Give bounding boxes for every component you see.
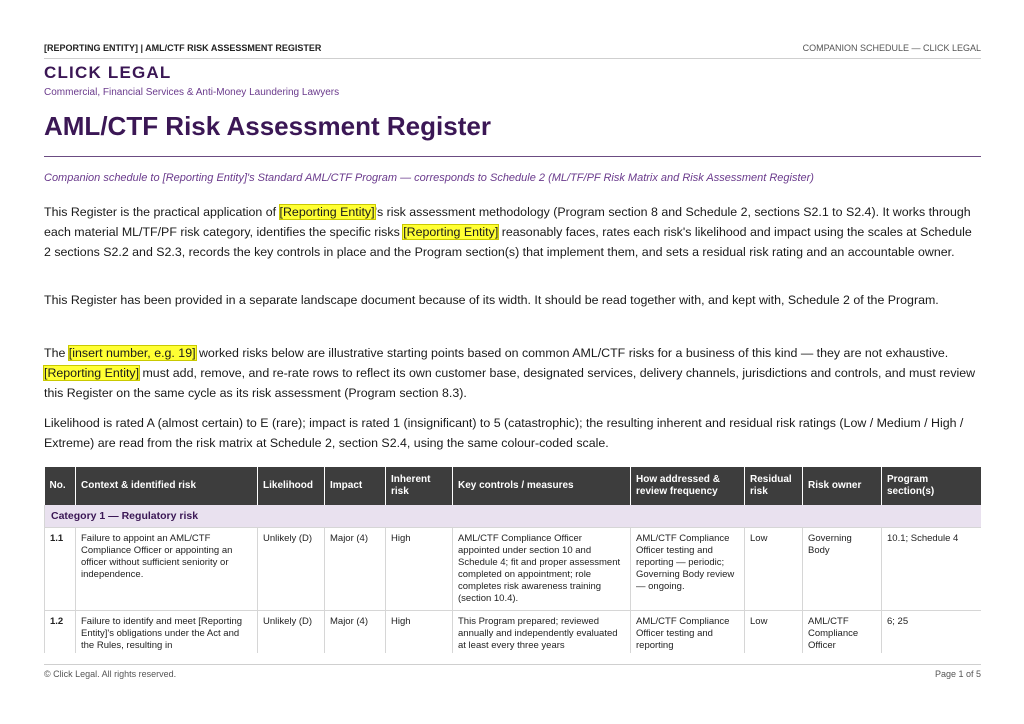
firm-tagline: Commercial, Financial Services & Anti-Money Laundering Lawyers: [44, 87, 340, 98]
risk-likelihood: Unlikely (D): [258, 528, 325, 611]
page-title: AML/CTF Risk Assessment Register: [44, 111, 491, 141]
category-row: [45, 505, 982, 528]
risk-owner: AML/CTF Compliance Officer: [803, 611, 882, 654]
intro-text-a: This Register is the practical application of: [44, 205, 280, 219]
column-header-context: Context & identified risk: [76, 467, 258, 505]
risk-context: Failure to identify and meet [Reporting Entity]'s obligations under the Act and the Rules, resulting in: [76, 611, 258, 654]
footer-divider: [44, 664, 981, 665]
risk-controls: AML/CTF Compliance Officer appointed under section 10 and Schedule 4; fit and proper assessment completed on appointment; role completes risk awareness training (section 10.4).: [453, 528, 631, 611]
placeholder-highlight: [insert number, e.g. 19]: [68, 346, 196, 360]
column-header-inherent-risk: Inherent risk: [386, 467, 453, 505]
table-row: [45, 528, 982, 611]
intro-text-b: 's risk assessment methodology (Program section 8 and Schedule 2, sections S2.1 to S2.4). It works through each material ML/TF/PF risk category, identifies the specific risks: [44, 205, 971, 239]
placeholder-highlight: [Reporting Entity]: [403, 225, 499, 239]
table-header-row: [45, 467, 982, 505]
placeholder-highlight: [Reporting Entity]: [44, 366, 140, 380]
worked-risks-text-b: worked risks below are illustrative starting points based on common AML/CTF risks for a business of this kind — they are not exhaustive.: [195, 346, 949, 360]
running-header-left: [REPORTING ENTITY] | AML/CTF RISK ASSESSMENT REGISTER: [44, 43, 322, 53]
risk-program-section: 6; 25: [882, 611, 982, 654]
intro-paragraph: [44, 202, 981, 262]
risk-program-section: 10.1; Schedule 4: [882, 528, 982, 611]
page-subtitle: Companion schedule to [Reporting Entity]'s Standard AML/CTF Program — corresponds to Schedule 2 (ML/TF/PF Risk Matrix and Risk Assessment Register): [44, 172, 814, 184]
risk-impact: Major (4): [325, 528, 386, 611]
running-header: [44, 43, 981, 57]
risk-addressed: AML/CTF Compliance Officer testing and reporting: [631, 611, 745, 654]
column-header-how-addressed: How addressed & review frequency: [631, 467, 745, 505]
document-page: [44, 0, 981, 724]
risk-addressed: AML/CTF Compliance Officer testing and reporting — periodic; Governing Body review — ongoing.: [631, 528, 745, 611]
risk-likelihood: Unlikely (D): [258, 611, 325, 654]
landscape-note-paragraph: This Register has been provided in a separate landscape document because of its width. It should be read together with, and kept with, Schedule 2 of the Program.: [44, 293, 939, 307]
risk-number: 1.2: [45, 611, 76, 654]
register-table-container: [44, 467, 981, 653]
risk-controls: This Program prepared; reviewed annually and independently evaluated at least every three years: [453, 611, 631, 654]
column-header-no: No.: [45, 467, 76, 505]
risk-impact: Major (4): [325, 611, 386, 654]
risk-owner: Governing Body: [803, 528, 882, 611]
header-divider: [44, 58, 981, 59]
risk-context: Failure to appoint an AML/CTF Compliance Officer or appointing an officer without sufficient seniority or independence.: [76, 528, 258, 611]
firm-name: CLICK LEGAL: [44, 63, 172, 82]
column-header-impact: Impact: [325, 467, 386, 505]
column-header-residual-risk: Residual risk: [745, 467, 803, 505]
column-header-program-section: Program section(s): [882, 467, 982, 505]
category-label: Category 1 — Regulatory risk: [45, 505, 982, 528]
column-header-risk-owner: Risk owner: [803, 467, 882, 505]
risk-register-table: [44, 467, 981, 653]
column-header-likelihood: Likelihood: [258, 467, 325, 505]
footer-copyright: © Click Legal. All rights reserved.: [44, 669, 177, 679]
risk-inherent: High: [386, 528, 453, 611]
worked-risks-paragraph: [44, 343, 981, 403]
table-row: [45, 611, 982, 654]
worked-risks-text-a: The: [44, 346, 69, 360]
column-header-key-controls: Key controls / measures: [453, 467, 631, 505]
risk-residual: Low: [745, 611, 803, 654]
rating-scale-paragraph: Likelihood is rated A (almost certain) to E (rare); impact is rated 1 (insignificant) to 5 (catastrophic); the resulting inherent and residual risk ratings (Low / Medium / High / Extreme) are read from the risk matrix at Schedule 2, section S2.4, using the same colour-coded scale.: [44, 416, 964, 450]
risk-residual: Low: [745, 528, 803, 611]
intro-text-c: reasonably faces, rates each risk's likelihood and impact using the scales at Schedule 2 sections S2.2 and S2.3, records the key controls in place and the Program section(s) that implement them, and sets a residual risk rating and an accountable owner.: [44, 225, 972, 259]
page-number: Page 1 of 5: [934, 669, 981, 679]
title-divider: [44, 156, 981, 157]
risk-inherent: High: [386, 611, 453, 654]
placeholder-highlight: [Reporting Entity]: [279, 205, 375, 219]
risk-number: 1.1: [45, 528, 76, 611]
running-header-right: COMPANION SCHEDULE — CLICK LEGAL: [802, 43, 981, 53]
worked-risks-text-c: must add, remove, and re-rate rows to reflect its own customer base, designated services, delivery channels, jurisdictions and controls, and must review this Register on the same cycle as its risk assessment (Program section 8.3).: [44, 366, 976, 400]
